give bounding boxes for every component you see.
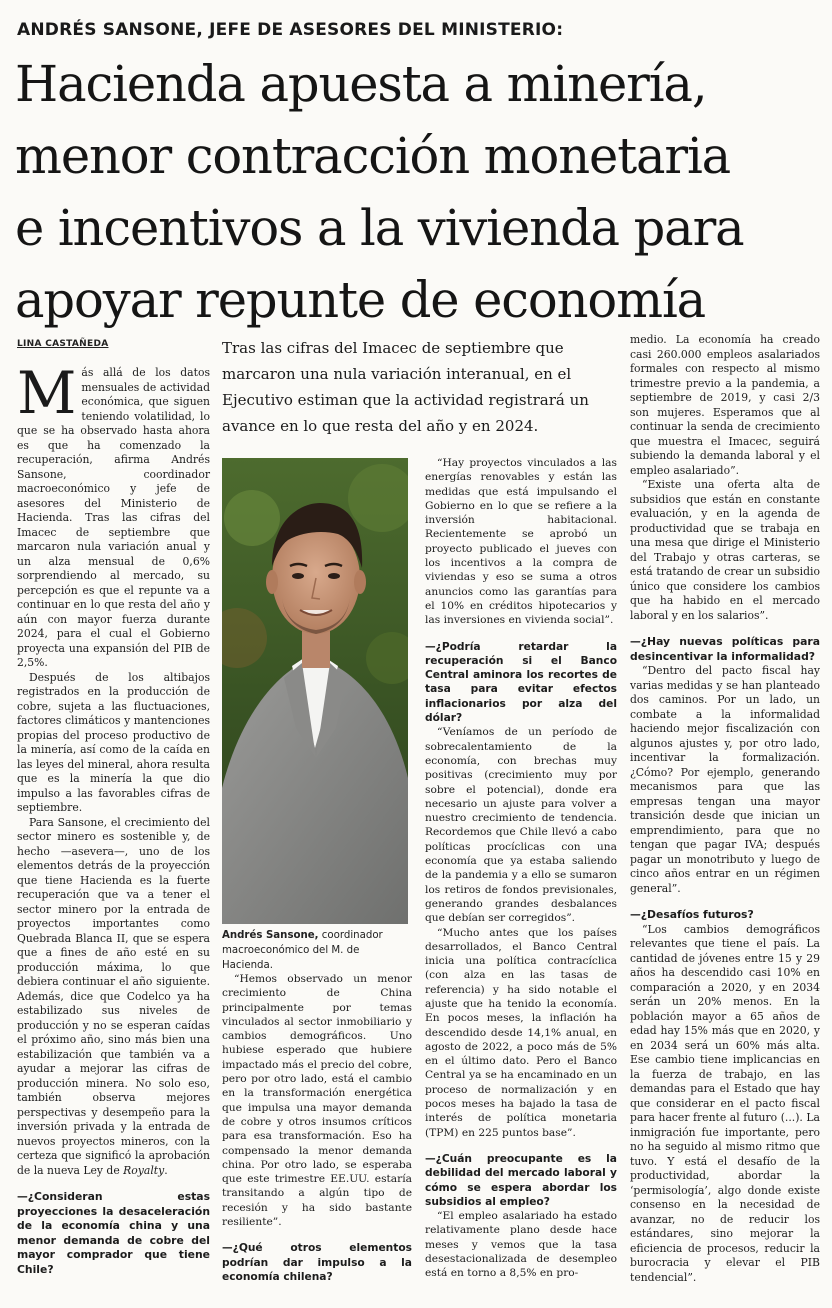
drop-cap: M	[17, 359, 77, 427]
paragraph: medio. La economía ha creado casi 260.000 empleos asalariados formales con respecto al mismo trimestre previo a la pandemia, a septiembre de 2019, y casi 2/3 son mujeres. Esperamos que al continuar la senda de crecimiento que muestra el Imacec, seguirá subiendo la demanda laboral y el empleo asalariado”.	[630, 333, 820, 477]
article-lead: Tras las cifras del Imacec de septiembre que marcaron una nula variación interanual, en el Ejecutivo estiman que la actividad registrará un avance en lo que resta del año y en 2024.	[222, 339, 589, 435]
article-column-3	[425, 456, 617, 1281]
paragraph: Después de los altibajos registrados en la producción de cobre, sujeta a las fluctuaciones, factores climáticos y mantenciones propias del proceso productivo de la minería, así como de la caída en las leyes del mineral, ahora resulta que es la minería la que dio impulso a las favorables cifras de septiembre.	[17, 670, 210, 814]
paragraph: “Existe una oferta alta de subsidios que están en constante evaluación, y en la agenda de productividad que se trabaja en una mesa que dirige el Ministerio del Trabajo y otras carteras, se está tratando de crear un subsidio único que considere los cambios que ha habido en el mercado laboral y en los salarios”.	[630, 478, 820, 622]
interview-question: —¿Podría retardar la recuperación si el Banco Central aminora los recortes de tasa para evitar efectos inflacionarios por alza del dólar?	[425, 639, 617, 725]
author-byline: LINA CASTAÑEDA	[17, 339, 109, 349]
photo-caption: Andrés Sansone, coordinador macroeconómico del M. de Hacienda.	[222, 930, 383, 971]
headline-line: apoyar repunte de economía	[15, 271, 706, 329]
paragraph: “Dentro del pacto fiscal hay varias medidas y se han planteado dos caminos. Por un lado, un combate a la informalidad haciendo mejor fiscalización con algunos ajustes y, por otro lado, incentivar la formalización. ¿Cómo? Por ejemplo, generando mecanismos para que las empresas tengan una mayor transición desde que inician un emprendimiento, para que no tengan que pagar IVA; después pagar un monotributo y luego de cinco años entrar en un régimen general”.	[630, 664, 820, 895]
paragraph: Más allá de los datos mensuales de actividad económica, que siguen teniendo volatilidad, lo que se ha observado hasta ahora es que ha comenzado la recuperación, afirma Andrés Sansone, coordinador macroeconómico y jefe de asesores del Ministerio de Hacienda. Tras las cifras del Imacec de septiembre que marcaron nula variación anual y un alza mensual de 0,6% sorprendiendo al mercado, su percepción es que el repunte va a continuar en lo que resta del año y aún con mayor fuerza durante 2024, para el cual el Gobierno proyecta una expansión del PIB de 2,5%.	[17, 359, 210, 669]
article-column-4	[630, 333, 820, 1285]
headline-line: e incentivos a la vivienda para	[15, 199, 744, 257]
interview-question: —¿Cuán preocupante es la debilidad del mercado laboral y cómo se espera abordar los subsidios al empleo?	[425, 1151, 617, 1208]
paragraph: “Los cambios demográficos relevantes que tiene el país. La cantidad de jóvenes entre 15 y 29 años ha descendido casi 10% en comparación a 2020, y en 2034 serán un 20% menos. En la población mayor a 65 años de edad hay 15% más que en 2020, y en 2034 será un 60% más alta. Ese cambio tiene implicancias en la fuerza de trabajo, en las demandas para el Estado que hay que considerar en el pacto fiscal para hacer frente al futuro (...). La inmigración fue importante, pero no ha seguido al mismo ritmo que tuvo. Y está el desafío de la productividad, abordar la ‘permisología’, algo donde existe consenso en la necesidad de avanzar, no de reducir los estándares, sino mejorar la eficiencia de procesos, reducir la burocracia y elevar el PIB tendencial”.	[630, 922, 820, 1284]
article-column-1	[17, 359, 210, 1277]
article-headline	[15, 48, 827, 336]
headline-line: Hacienda apuesta a minería,	[15, 55, 707, 113]
paragraph: “Mucho antes que los países desarrollados, el Banco Central inicia una política contracíclica (con alza en las tasas de referencia) y ha sido notable el ajuste que ha tenido la economía. En pocos meses, la inflación ha descendido desde 14,1% anual, en agosto de 2022, a poco más de 5% en el último dato. Pero el Banco Central ya se ha encaminado en un proceso de normalización y en pocos meses ha bajado la tasa de interés de política monetaria (TPM) en 225 puntos base”.	[425, 925, 617, 1139]
paragraph: “Hemos observado un menor crecimiento de China principalmente por temas vinculados al sector inmobiliario y cambios demográficos. Uno hubiese esperado que hubiere impactado más el precio del cobre, pero por otro lado, está el cambio en la transformación energética que impulsa una mayor demanda de cobre y otros insumos críticos para esa transformación. Eso ha compensado la menor demanda china. Por otro lado, se esperaba que este trimestre EE.UU. estaría transitando a algún tipo de recesión y ha sido bastante resiliente”.	[222, 972, 412, 1229]
article-kicker: ANDRÉS SANSONE, JEFE DE ASESORES DEL MINISTERIO:	[17, 20, 564, 40]
paragraph: “Veníamos de un período de sobrecalentamiento de la economía, con brechas muy positivas (crecimiento muy por sobre el potencial), donde era necesario un ajuste para volver a nuestro crecimiento de tendencia. Recordemos que Chile llevó a cabo políticas procíclicas con una economía que ya estaba saliendo de la pandemia y a ello se sumaron los retiros de fondos previsionales, generando grandes desbalances que debían ser corregidos”.	[425, 725, 617, 925]
interview-question: —¿Hay nuevas políticas para desincentivar la informalidad?	[630, 635, 820, 663]
interview-question: —¿Qué otros elementos podrían dar impulso a la economía chilena?	[222, 1241, 412, 1283]
paragraph: “Hay proyectos vinculados a las energías renovables y están las medidas que está impulsando el Gobierno en lo que se refiere a la inversión habitacional. Recientemente se aprobó un proyecto publicado el jueves con los incentivos a la compra de viviendas y eso se suma a otros anuncios como las garantías para el 10% en créditos hipotecarios y las inversiones en vivienda social”.	[425, 456, 617, 627]
interview-question: —¿Desafíos futuros?	[630, 908, 754, 921]
interview-question: —¿Consideran estas proyecciones la desaceleración de la economía china y una menor demanda de cobre del mayor comprador que tiene Chile?	[17, 1190, 210, 1276]
article-column-2	[222, 972, 412, 1284]
headline-line: menor contracción monetaria	[15, 127, 731, 185]
paragraph: “El empleo asalariado ha estado relativamente plano desde hace meses y vemos que la tasa desestacionalizada de desempleo está en torno a 8,5% en pro-	[425, 1209, 617, 1280]
portrait-photo	[222, 458, 408, 924]
paragraph: Para Sansone, el crecimiento del sector minero es sostenible y, de hecho —asevera—, uno de los elementos detrás de la proyección que tiene Hacienda es la fuerte recuperación que va a tener el sector minero por la entrada de proyectos importantes como Quebrada Blanca II, que se espera que a fines de año esté en su producción máxima, lo que debiera continuar el año siguiente. Además, dice que Codelco ya ha estabilizado sus niveles de producción y no se esperan caídas el próximo año, sino más bien una estabilización que también va a ayudar a mejorar las cifras de producción minera. No solo eso, también observa mejores perspectivas y desempeño para la inversión privada y la entrada de nuevos proyectos mineros, con la certeza que significó la aprobación de la nueva Ley de Royalty.	[17, 815, 210, 1177]
